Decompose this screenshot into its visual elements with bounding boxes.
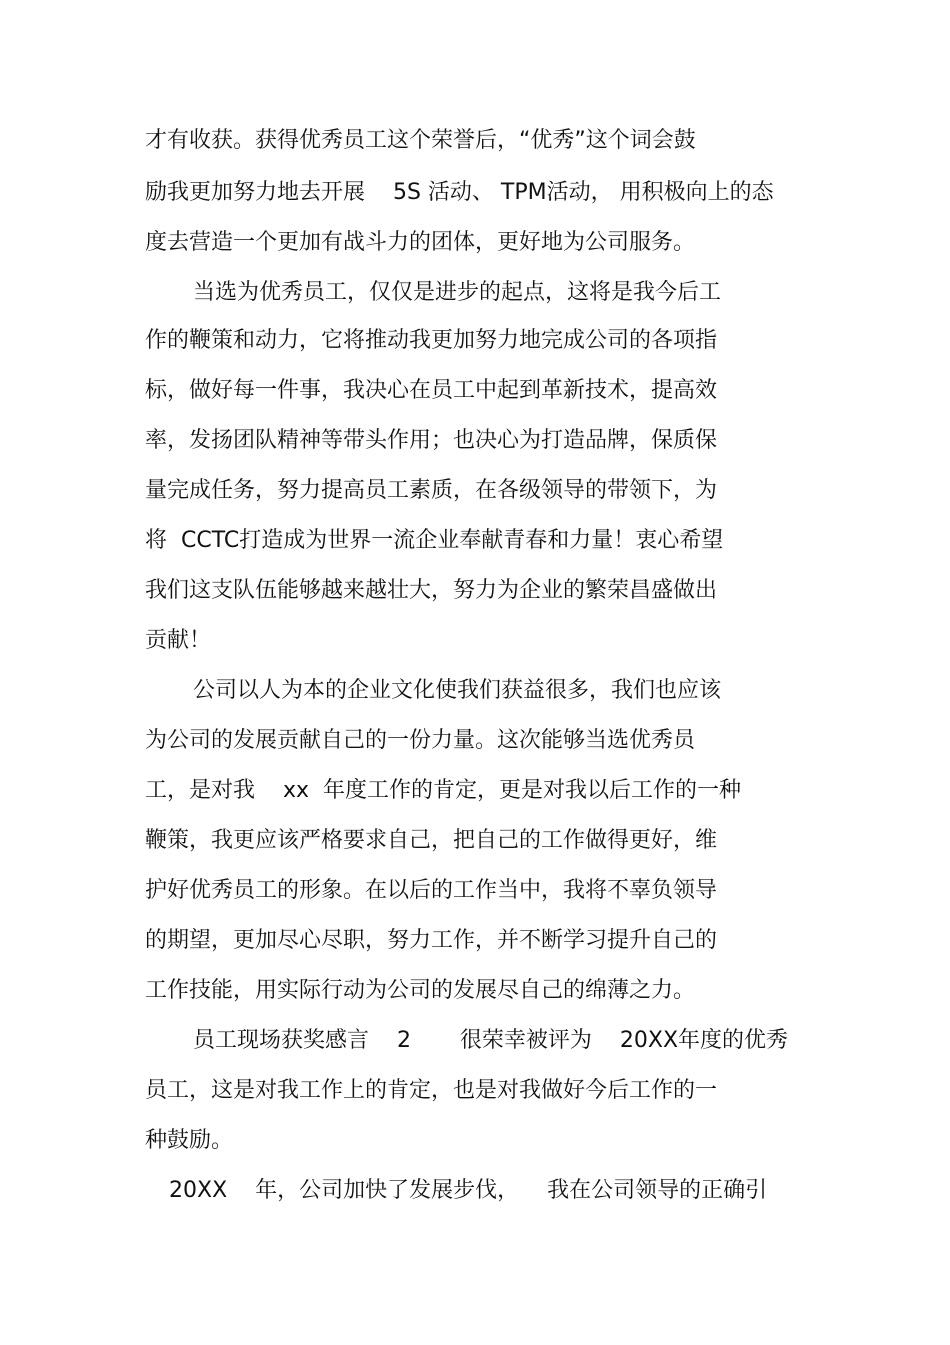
text-line-12: 公司以人为本的企业文化使我们获益很多，我们也应该 xyxy=(193,678,722,703)
text-line-9: 将 CCTC打造成为世界一流企业奉献青春和力量！衷心希望 xyxy=(145,528,724,553)
text-line-2: 励我更加努力地去开展 5S 活动、 TPM活动， 用积极向上的态 xyxy=(145,180,774,205)
text-line-8: 量完成任务，努力提高员工素质，在各级领导的带领下，为 xyxy=(145,478,718,503)
text-line-17: 的期望，更加尽心尽职，努力工作，并不断学习提升自己的 xyxy=(145,928,718,953)
text-line-13: 为公司的发展贡献自己的一份力量。这次能够当选优秀员 xyxy=(145,728,696,753)
text-line-21: 种鼓励。 xyxy=(145,1128,234,1153)
text-line-19: 员工现场获奖感言 2 很荣幸被评为 20XX年度的优秀 xyxy=(193,1028,789,1053)
text-line-20: 员工，这是对我工作上的肯定，也是对我做好今后工作的一 xyxy=(145,1078,718,1103)
text-line-3: 度去营造一个更加有战斗力的团体，更好地为公司服务。 xyxy=(145,230,696,255)
text-line-18: 工作技能，用实际行动为公司的发展尽自己的绵薄之力。 xyxy=(145,978,696,1003)
text-line-11: 贡献！ xyxy=(145,628,212,653)
text-line-10: 我们这支队伍能够越来越壮大，努力为企业的繁荣昌盛做出 xyxy=(145,578,718,603)
text-line-7: 率，发扬团队精神等带头作用；也决心为打造品牌，保质保 xyxy=(145,428,718,453)
text-line-22: 20XX 年，公司加快了发展步伐， 我在公司领导的正确引 xyxy=(169,1178,768,1203)
text-line-15: 鞭策，我更应该严格要求自己，把自己的工作做得更好，维 xyxy=(145,828,718,853)
text-line-14: 工，是对我 xx 年度工作的肯定，更是对我以后工作的一种 xyxy=(145,778,741,803)
text-line-16: 护好优秀员工的形象。在以后的工作当中，我将不辜负领导 xyxy=(145,878,718,903)
text-line-1: 才有收获。获得优秀员工这个荣誉后，“优秀”这个词会鼓 xyxy=(145,128,696,153)
text-line-4: 当选为优秀员工，仅仅是进步的起点，这将是我今后工 xyxy=(193,280,722,305)
text-line-5: 作的鞭策和动力，它将推动我更加努力地完成公司的各项指 xyxy=(145,328,718,353)
text-line-6: 标，做好每一件事，我决心在员工中起到革新技术，提高效 xyxy=(145,378,718,403)
